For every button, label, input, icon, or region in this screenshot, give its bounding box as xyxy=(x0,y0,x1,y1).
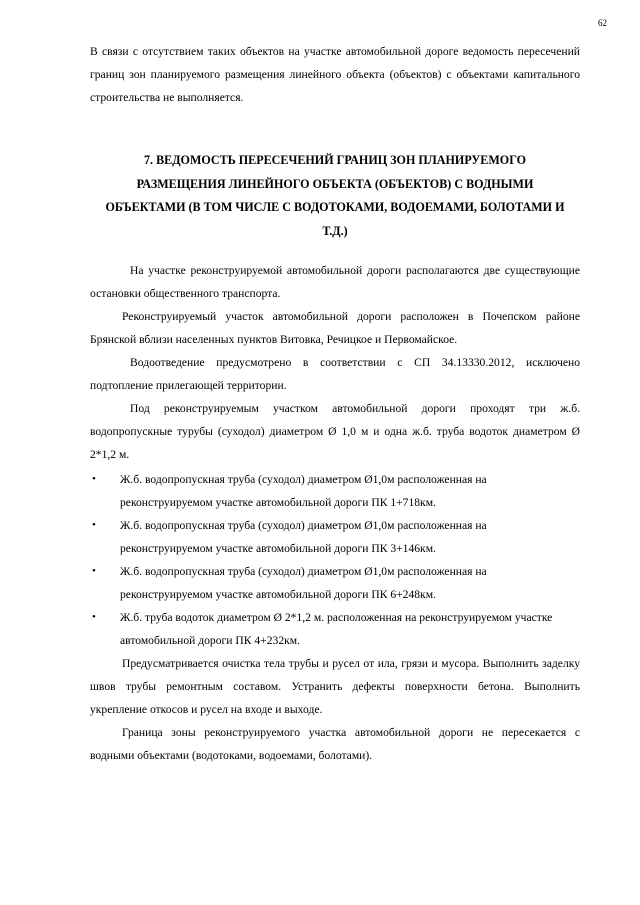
list-item-text: Ж.б. водопропускная труба (суходол) диаметром Ø1,0м расположенная на реконструируемом участке автомобильной дороги ПК 6+248км. xyxy=(120,565,487,601)
bullet-marker: • xyxy=(92,473,96,485)
culvert-list xyxy=(90,468,580,652)
list-item-text: Ж.б. водопропускная труба (суходол) диаметром Ø1,0м расположенная на реконструируемом участке автомобильной дороги ПК 1+718км. xyxy=(120,473,487,509)
paragraph-conclusion: Граница зоны реконструируемого участка автомобильной дороги не пересекается с водными объектами (водотоками, водоемами, болотами). xyxy=(90,726,580,762)
list-item-text: Ж.б. водопропускная труба (суходол) диаметром Ø1,0м расположенная на реконструируемом участке автомобильной дороги ПК 3+146км. xyxy=(120,519,487,555)
list-item xyxy=(90,468,580,514)
list-item xyxy=(90,606,580,652)
list-item-text: Ж.б. труба водоток диаметром Ø 2*1,2 м. расположенная на реконструируемом участке автомобильной дороги ПК 4+232км. xyxy=(120,611,553,647)
list-item xyxy=(90,514,580,560)
page-number: 62 xyxy=(598,18,607,28)
page-content xyxy=(90,40,580,767)
bullet-marker: • xyxy=(92,611,96,623)
paragraph-drainage: Водоотведение предусмотрено в соответствии с СП 34.13330.2012, исключено подтопление прилегающей территории. xyxy=(90,356,580,392)
section-heading: 7. ВЕДОМОСТЬ ПЕРЕСЕЧЕНИЙ ГРАНИЦ ЗОН ПЛАНИРУЕМОГО РАЗМЕЩЕНИЯ ЛИНЕЙНОГО ОБЪЕКТА (ОБЪЕКТОВ) С ВОДНЫМИ ОБЪЕКТАМИ (В ТОМ ЧИСЛЕ С ВОДОТОКАМИ, ВОДОЕМАМИ, БОЛОТАМИ И Т.Д.) xyxy=(105,153,565,238)
paragraph-maintenance: Предусматривается очистка тела трубы и русел от ила, грязи и мусора. Выполнить заделку швов трубы ремонтным составом. Устранить дефекты поверхности бетона. Выполнить укрепление откосов и русел на входе и выходе. xyxy=(90,657,580,716)
list-item xyxy=(90,560,580,606)
bullet-marker: • xyxy=(92,519,96,531)
paragraph-bus-stops: На участке реконструируемой автомобильной дороги располагаются две существующие остановки общественного транспорта. xyxy=(90,264,580,300)
paragraph-location: Реконструируемый участок автомобильной дороги расположен в Почепском районе Брянской вблизи населенных пунктов Витовка, Речицкое и Первомайское. xyxy=(90,310,580,346)
bullet-marker: • xyxy=(92,565,96,577)
intro-paragraph: В связи с отсутствием таких объектов на участке автомобильной дороге ведомость пересечений границ зон планируемого размещения линейного объекта (объектов) с объектами капитального строительства не выполняется. xyxy=(90,45,580,104)
paragraph-culverts: Под реконструируемым участком автомобильной дороги проходят три ж.б. водопропускные турубы (суходол) диаметром Ø 1,0 м и одна ж.б. труба водоток диаметром Ø 2*1,2 м. xyxy=(90,402,580,461)
